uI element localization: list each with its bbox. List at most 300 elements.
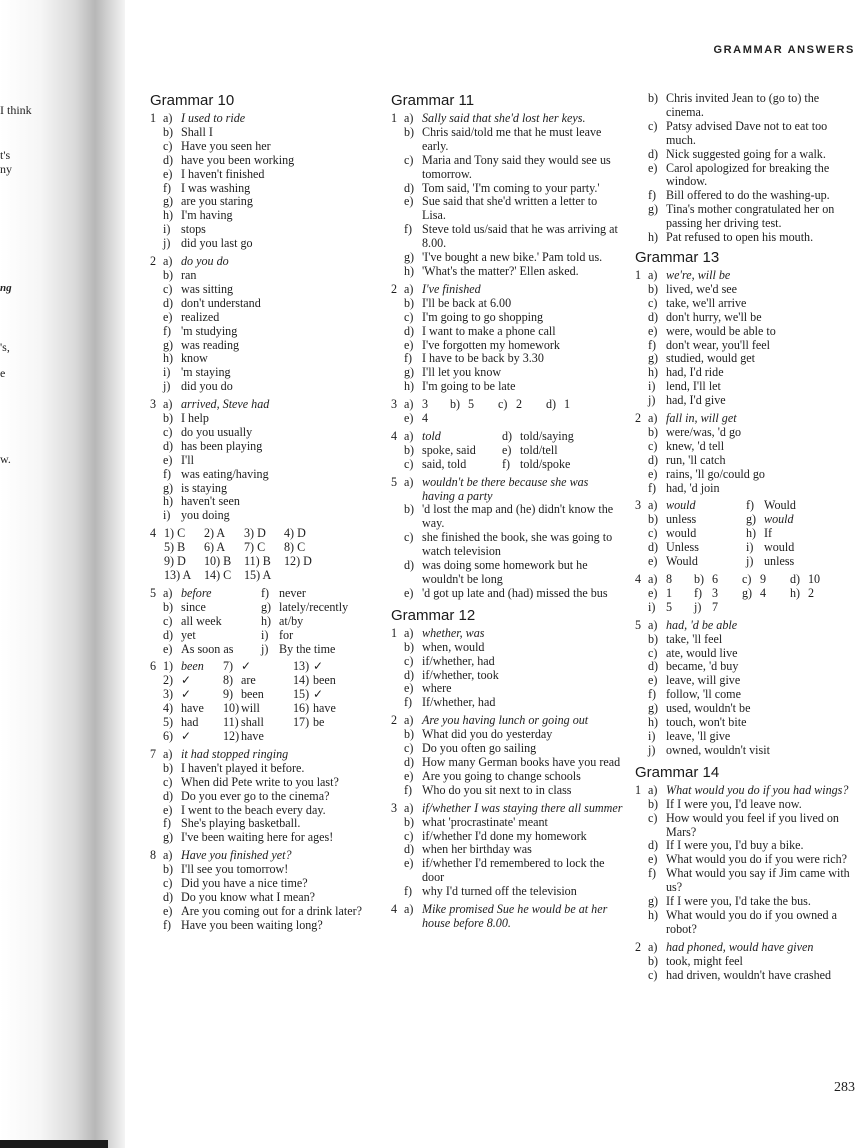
item-letter: e) xyxy=(163,641,173,656)
exercise-number xyxy=(150,674,163,688)
answer-item xyxy=(635,744,855,758)
answer-text: What would you do if you were rich? xyxy=(666,852,848,867)
item-number xyxy=(293,730,313,744)
item-number: 3) xyxy=(163,687,174,702)
item-letter: b) xyxy=(450,397,461,412)
exercise-3 xyxy=(391,398,623,426)
answer-item xyxy=(391,696,623,710)
item-letter: f) xyxy=(404,695,413,710)
item-letter: d) xyxy=(648,540,659,555)
answer-text: we're, will be xyxy=(666,267,731,282)
answer-text: I have to be back by 3.30 xyxy=(422,351,544,366)
answer-item xyxy=(635,702,855,716)
item-letter: f) xyxy=(746,498,755,513)
item-letter: b) xyxy=(404,639,415,654)
exercise-number: 2 xyxy=(391,281,398,296)
answer-item xyxy=(150,325,380,339)
answer-text: I'm having xyxy=(181,208,233,223)
exercise-number: 5 xyxy=(391,474,398,489)
answer-text: Who do you sit next to in class xyxy=(422,782,572,797)
item-letter: b) xyxy=(404,502,415,517)
answer-text: 4 xyxy=(422,411,429,426)
answer-item xyxy=(150,482,380,496)
answer-text: told xyxy=(422,428,441,443)
item-letter: d) xyxy=(648,659,659,674)
item-letter: h) xyxy=(648,907,659,922)
answer-text: 7 xyxy=(712,599,719,614)
item-letter: c) xyxy=(404,828,414,843)
exercise-1 xyxy=(150,112,380,251)
answer-item xyxy=(150,454,380,468)
answer-item xyxy=(150,849,380,863)
running-header: GRAMMAR ANSWERS xyxy=(713,44,855,56)
answer-item xyxy=(391,251,623,265)
answer-item xyxy=(635,283,855,297)
item-number: 2) xyxy=(163,673,174,688)
answer-item xyxy=(635,148,855,162)
answer-text: when, would xyxy=(422,639,485,654)
item-letter: d) xyxy=(163,295,174,310)
item-letter: g) xyxy=(648,894,659,909)
item-letter: g) xyxy=(404,365,415,380)
item-letter: c) xyxy=(163,613,173,628)
answer-item xyxy=(391,352,623,366)
answer-row xyxy=(150,587,380,601)
answer-text: I've forgotten my homework xyxy=(422,337,560,352)
answer-text: Do you often go sailing xyxy=(422,741,537,756)
answer-item xyxy=(150,412,380,426)
answer-row xyxy=(150,643,380,657)
item-letter: f) xyxy=(163,466,172,481)
item-letter: a) xyxy=(404,474,414,489)
answer-item xyxy=(635,352,855,366)
answer-item: 1) C xyxy=(164,526,186,541)
item-letter: b) xyxy=(648,91,659,105)
column-2 xyxy=(391,88,623,937)
section-grammar-13 xyxy=(635,249,855,758)
answer-text: Bill offered to do the washing-up. xyxy=(666,188,830,203)
book-spine-shadow xyxy=(0,0,125,1148)
answer-text: been xyxy=(241,687,264,702)
item-letter: b) xyxy=(404,727,415,742)
item-letter: c) xyxy=(163,424,173,439)
answer-text: Did you have a nice time? xyxy=(181,876,308,891)
item-letter: d) xyxy=(404,180,415,195)
answer-text: before xyxy=(181,585,212,600)
answer-text: will xyxy=(241,701,260,716)
answer-text: wouldn't be there because she was having a party xyxy=(422,474,589,503)
item-letter: b) xyxy=(163,411,174,426)
exercise-5 xyxy=(635,619,855,758)
item-letter: c) xyxy=(404,456,414,471)
answer-text: By the time xyxy=(279,641,336,656)
answer-text: knew, 'd tell xyxy=(666,438,725,453)
answer-text: if/whether I was staying there all summer xyxy=(422,800,623,815)
answer-text xyxy=(760,601,790,615)
answer-text: Are you having lunch or going out xyxy=(422,713,589,728)
answer-text: were/was, 'd go xyxy=(666,424,742,439)
answer-item xyxy=(150,776,380,790)
answer-item xyxy=(635,716,855,730)
answer-text: I'm going to be late xyxy=(422,379,516,394)
answer-item xyxy=(635,674,855,688)
section-grammar-12 xyxy=(391,607,623,931)
exercise-number xyxy=(635,555,648,569)
answer-text: why I'd turned off the television xyxy=(422,884,577,899)
exercise-4-part-2 xyxy=(635,92,855,245)
answer-text: been xyxy=(313,673,336,688)
answer-text: has been playing xyxy=(181,438,263,453)
answer-text: where xyxy=(422,681,452,696)
item-letter: j) xyxy=(163,236,171,251)
answer-item xyxy=(391,903,623,931)
answer-text: ✓ xyxy=(241,659,252,674)
answer-text: don't hurry, we'll be xyxy=(666,309,762,324)
answer-text: what 'procrastinate' meant xyxy=(422,814,548,829)
item-letter: a) xyxy=(648,411,658,426)
answer-text: Would xyxy=(764,498,796,513)
item-letter: g) xyxy=(404,250,415,265)
item-letter: c) xyxy=(163,774,173,789)
item-number: 17) xyxy=(293,715,310,730)
answer-text: be xyxy=(313,715,325,730)
answer-item xyxy=(391,531,623,559)
exercise-number xyxy=(635,601,648,615)
item-letter: h) xyxy=(648,365,659,380)
item-letter: c) xyxy=(648,526,658,541)
item-letter: f) xyxy=(694,585,703,600)
answer-item xyxy=(635,454,855,468)
item-letter xyxy=(498,412,516,426)
item-letter: e) xyxy=(404,411,414,426)
exercise-1 xyxy=(635,784,855,937)
answer-text: Are you going to change schools xyxy=(422,768,581,783)
answer-text: 1 xyxy=(666,585,673,600)
item-letter: d) xyxy=(163,152,174,167)
answer-item xyxy=(150,748,380,762)
item-letter: h) xyxy=(261,613,272,628)
answer-item xyxy=(635,394,855,408)
answer-item xyxy=(150,209,380,223)
answer-item xyxy=(150,352,380,366)
answer-item xyxy=(150,919,380,933)
answer-text: I want to make a phone call xyxy=(422,323,556,338)
answer-text: unless xyxy=(764,554,795,569)
answer-item xyxy=(635,647,855,661)
answer-item xyxy=(391,885,623,899)
answer-item xyxy=(635,955,855,969)
answer-text: Tina's mother congratulated her on passing her driving test. xyxy=(666,202,835,231)
answer-row xyxy=(150,688,380,702)
answer-item: 6) A xyxy=(204,540,226,555)
exercise-number xyxy=(391,444,404,458)
answer-item xyxy=(150,255,380,269)
answer-text: If I were you, I'd take the bus. xyxy=(666,894,811,909)
answer-text: used, wouldn't be xyxy=(666,701,751,716)
exercise-4 xyxy=(635,573,855,615)
answer-text: I went to the beach every day. xyxy=(181,802,326,817)
answer-item: 12) D xyxy=(284,554,312,569)
answer-item xyxy=(391,714,623,728)
answer-text: had phoned, would have given xyxy=(666,939,814,954)
item-letter: f) xyxy=(648,866,657,881)
section-grammar-11 xyxy=(391,92,623,601)
answer-item xyxy=(635,969,855,983)
item-letter: e) xyxy=(648,160,658,175)
answer-text: Have you finished yet? xyxy=(181,848,292,863)
answer-text: if/whether I'd remembered to lock the door xyxy=(422,856,605,885)
answer-text: had, 'd join xyxy=(666,480,720,495)
answer-text: had, I'd ride xyxy=(666,365,724,380)
answer-text: if/whether I'd done my homework xyxy=(422,828,587,843)
answer-text: was sitting xyxy=(181,281,234,296)
answer-text: ✓ xyxy=(181,687,192,702)
answer-item xyxy=(391,830,623,844)
exercise-number xyxy=(391,458,404,472)
exercise-number: 4 xyxy=(391,902,398,917)
answer-item xyxy=(635,482,855,496)
answer-text: is staying xyxy=(181,480,228,495)
answer-item xyxy=(391,784,623,798)
item-letter: i) xyxy=(746,540,754,555)
item-number: 13) xyxy=(293,659,310,674)
exercise-3 xyxy=(391,802,623,899)
answer-item xyxy=(150,509,380,523)
answer-row xyxy=(150,702,380,716)
answer-text: whether, was xyxy=(422,625,485,640)
answer-item xyxy=(150,223,380,237)
answer-item xyxy=(391,154,623,182)
answer-item xyxy=(391,802,623,816)
item-letter: a) xyxy=(648,939,658,954)
answer-item xyxy=(635,468,855,482)
answer-text: said, told xyxy=(422,456,467,471)
answer-text: Chris said/told me that he must leave early. xyxy=(422,124,602,153)
answer-item xyxy=(391,380,623,394)
answer-text: I've been waiting here for ages! xyxy=(181,830,334,845)
item-letter: i) xyxy=(648,379,656,394)
answer-text: spoke, said xyxy=(422,442,476,457)
item-letter: b) xyxy=(694,572,705,586)
answer-text: Sally said that she'd lost her keys. xyxy=(422,111,586,125)
item-letter: e) xyxy=(648,466,658,481)
answer-text: If I were you, I'd leave now. xyxy=(666,796,802,811)
answer-text: How many German books have you read xyxy=(422,754,621,769)
item-letter: g) xyxy=(746,512,757,527)
answer-row xyxy=(635,555,855,569)
item-letter: b) xyxy=(648,512,659,527)
answer-item xyxy=(391,366,623,380)
exercise-number: 2 xyxy=(391,713,398,728)
answer-text: had, 'd be able xyxy=(666,617,738,632)
item-letter: e) xyxy=(163,166,173,181)
item-letter: a) xyxy=(404,428,414,443)
item-letter: d) xyxy=(648,838,659,853)
answer-text: have xyxy=(313,701,336,716)
exercise-number xyxy=(150,569,164,583)
item-letter: d) xyxy=(648,146,659,161)
exercise-number: 4 xyxy=(635,572,642,586)
exercise-number xyxy=(150,541,164,555)
item-letter: e) xyxy=(648,673,658,688)
answer-item: 4) D xyxy=(284,526,306,541)
item-letter: f) xyxy=(163,816,172,831)
answer-item xyxy=(150,269,380,283)
answer-text: Would xyxy=(666,554,698,569)
exercise-number: 2 xyxy=(635,939,642,954)
answer-row xyxy=(150,601,380,615)
answer-item: 2) A xyxy=(204,526,226,541)
answer-text: Sue said that she'd written a letter to Lisa. xyxy=(422,194,598,223)
item-letter: c) xyxy=(648,645,658,660)
item-number: 7) xyxy=(223,659,234,674)
answer-item xyxy=(635,853,855,867)
answer-item xyxy=(391,223,623,251)
item-number: 9) xyxy=(223,687,234,702)
section-grammar-10 xyxy=(150,92,380,933)
answer-text: yet xyxy=(181,627,196,642)
prev-page-fragment: ng xyxy=(0,282,12,294)
answer-text: ran xyxy=(181,267,197,282)
answer-text: have xyxy=(181,701,204,716)
answer-text: I'll be back at 6.00 xyxy=(422,295,512,310)
exercise-7 xyxy=(150,748,380,845)
answer-item: 9) D xyxy=(164,554,186,569)
prev-page-fragment: w. xyxy=(0,452,11,466)
answer-text: told/spoke xyxy=(520,456,571,471)
answer-text: you doing xyxy=(181,508,230,523)
item-letter: f) xyxy=(163,323,172,338)
item-letter: e) xyxy=(404,194,414,209)
item-letter: c) xyxy=(404,653,414,668)
item-letter: c) xyxy=(404,152,414,167)
answer-text: 2 xyxy=(516,397,523,412)
answer-item xyxy=(391,195,623,223)
answer-item xyxy=(150,495,380,509)
answer-item xyxy=(635,440,855,454)
exercise-number: 3 xyxy=(391,397,398,412)
answer-item xyxy=(635,941,855,955)
answer-text: 'd lost the map and (he) didn't know the way. xyxy=(422,502,614,531)
exercise-number: 8 xyxy=(150,848,157,863)
answer-text: ✓ xyxy=(313,659,324,674)
answer-item: 10) B xyxy=(204,554,232,569)
exercise-number: 1 xyxy=(635,267,642,282)
answer-text: Chris invited Jean to (go to) the cinema. xyxy=(666,91,820,119)
item-letter: e) xyxy=(648,585,658,600)
exercise-2 xyxy=(635,941,855,983)
answer-text: Nick suggested going for a walk. xyxy=(666,146,826,161)
exercise-1 xyxy=(391,112,623,279)
item-letter: j) xyxy=(648,742,656,757)
item-letter: a) xyxy=(404,902,414,917)
answer-row xyxy=(150,629,380,643)
answer-row xyxy=(391,398,623,412)
answer-item: 13) A xyxy=(164,568,192,582)
answer-text: Carol apologized for breaking the window. xyxy=(666,160,830,189)
answer-item xyxy=(391,297,623,311)
item-letter: d) xyxy=(404,558,415,573)
answer-text: 5 xyxy=(468,397,475,412)
item-letter: d) xyxy=(404,754,415,769)
item-letter: e) xyxy=(163,903,173,918)
item-letter: a) xyxy=(163,254,173,269)
answer-item xyxy=(635,688,855,702)
answer-text: had xyxy=(181,715,199,730)
item-letter: f) xyxy=(261,585,270,600)
answer-item xyxy=(150,817,380,831)
answer-text: know xyxy=(181,351,208,366)
bottom-edge-bar xyxy=(0,1140,108,1148)
answer-text: 5 xyxy=(666,599,673,614)
item-letter: a) xyxy=(163,848,173,863)
answer-text: If I were you, I'd buy a bike. xyxy=(666,838,804,853)
answer-item xyxy=(391,770,623,784)
answer-text: if/whether, took xyxy=(422,667,499,682)
item-letter: d) xyxy=(163,788,174,803)
exercise-5 xyxy=(391,476,623,601)
item-letter: a) xyxy=(648,267,658,282)
prev-page-fragment: 's, xyxy=(0,340,10,354)
answer-text: I'll xyxy=(181,452,194,467)
answer-item xyxy=(150,339,380,353)
answer-item xyxy=(635,366,855,380)
answer-item xyxy=(150,468,380,482)
item-number: 15) xyxy=(293,687,310,702)
answer-item xyxy=(391,641,623,655)
answer-item xyxy=(391,669,623,683)
answer-text: 2 xyxy=(808,585,815,600)
item-letter: e) xyxy=(163,309,173,324)
answer-item xyxy=(150,398,380,412)
answer-item xyxy=(635,325,855,339)
item-letter: j) xyxy=(746,554,754,569)
answer-item xyxy=(150,140,380,154)
answer-item xyxy=(391,587,623,601)
answer-text xyxy=(313,730,380,744)
answer-text: lately/recently xyxy=(279,599,349,614)
exercise-number xyxy=(150,555,164,569)
answer-item xyxy=(150,863,380,877)
answer-item xyxy=(391,325,623,339)
item-letter: h) xyxy=(404,263,415,278)
answer-text: Steve told us/said that he was arriving at 8.00. xyxy=(422,222,618,251)
exercise-2 xyxy=(635,412,855,495)
exercise-number: 5 xyxy=(150,585,157,600)
prev-page-fragment: ny xyxy=(0,162,12,176)
answer-text: did you do xyxy=(181,379,233,394)
exercise-number xyxy=(150,716,163,730)
item-letter: c) xyxy=(404,309,414,324)
answer-text: I was washing xyxy=(181,180,251,195)
answer-item xyxy=(635,203,855,231)
answer-row xyxy=(635,601,855,615)
item-letter: b) xyxy=(163,760,174,775)
item-letter: f) xyxy=(648,188,657,203)
answer-text: When did Pete write to you last? xyxy=(181,774,339,789)
answer-item xyxy=(391,311,623,325)
item-letter: d) xyxy=(163,889,174,904)
exercise-2 xyxy=(391,714,623,797)
answer-row xyxy=(391,412,623,426)
exercise-number: 5 xyxy=(635,617,642,632)
exercise-number: 2 xyxy=(150,254,157,269)
answer-item xyxy=(635,311,855,325)
answer-item xyxy=(391,742,623,756)
exercise-number: 6 xyxy=(150,659,157,674)
exercise-number xyxy=(391,412,404,426)
answer-row xyxy=(150,730,380,744)
